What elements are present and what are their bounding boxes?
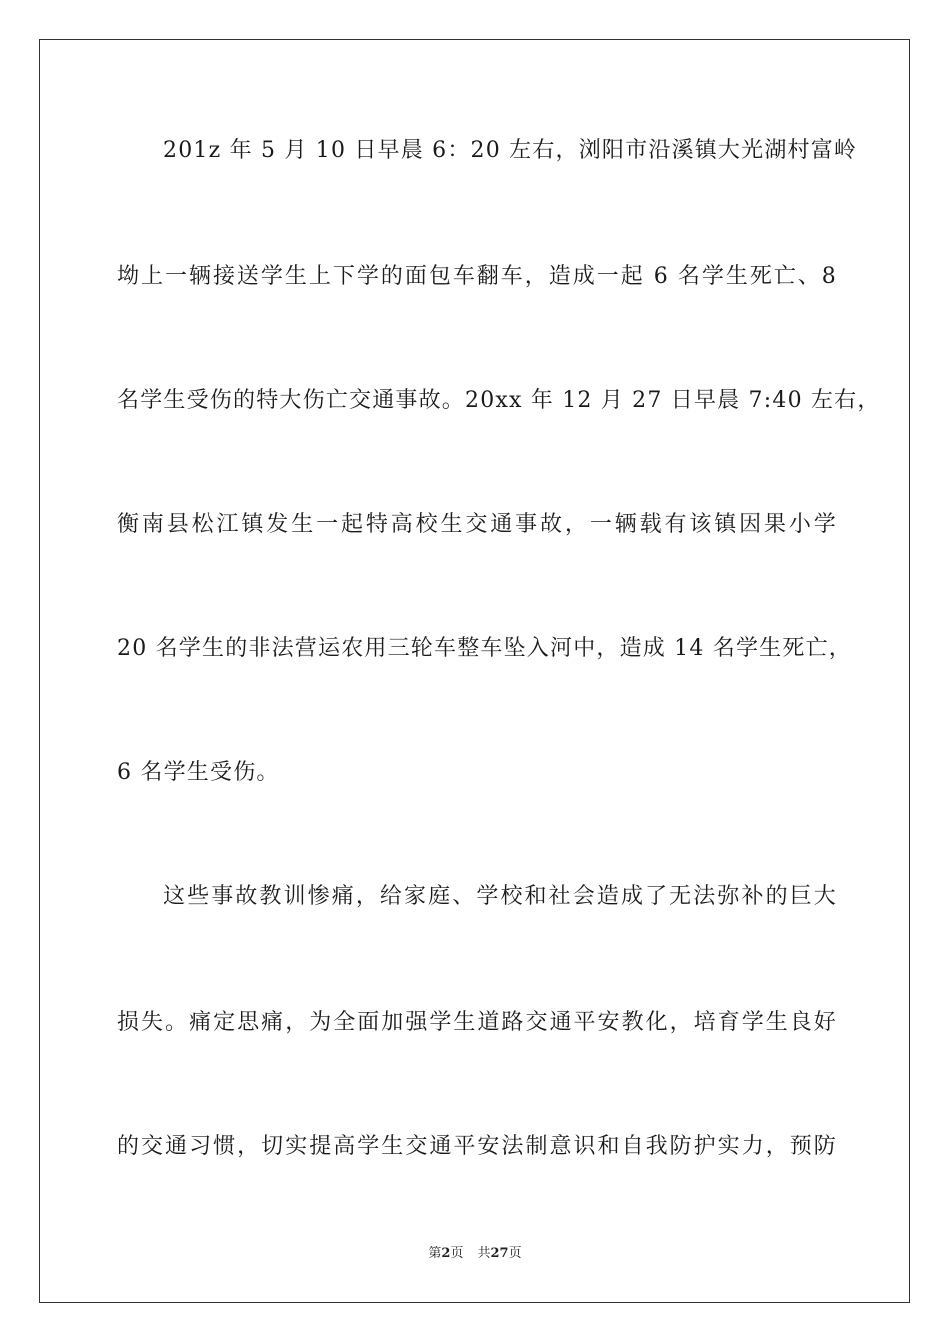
paragraph-1-line-6: 6 名学生受伤。 <box>117 760 280 785</box>
page-border <box>39 39 910 1303</box>
page-suffix: 页 <box>450 1246 464 1261</box>
total-pages: 27 <box>490 1246 509 1261</box>
paragraph-2-line-3: 的交通习惯，切实提高学生交通平安法制意识和自我防护实力，预防 <box>117 1134 837 1159</box>
paragraph-1-line-1: 201z 年 5 月 10 日早晨 6：20 左右，浏阳市沿溪镇大光湖村富岭 <box>163 138 858 163</box>
total-prefix: 共 <box>477 1246 491 1261</box>
paragraph-2-line-1: 这些事故教训惨痛，给家庭、学校和社会造成了无法弥补的巨大 <box>163 884 837 909</box>
page-footer <box>0 1245 950 1263</box>
paragraph-1-line-4: 衡南县松江镇发生一起特高校生交通事故，一辆载有该镇因果小学 <box>117 512 837 537</box>
paragraph-1-line-3: 名学生受伤的特大伤亡交通事故。20xx 年 12 月 27 日早晨 7:40 左右， <box>117 388 881 413</box>
page-number: 2 <box>441 1246 451 1261</box>
total-suffix: 页 <box>508 1246 522 1261</box>
paragraph-1-line-5: 20 名学生的非法营运农用三轮车整车坠入河中，造成 14 名学生死亡， <box>117 636 852 661</box>
paragraph-1-line-2: 坳上一辆接送学生上下学的面包车翻车，造成一起 6 名学生死亡、8 <box>117 264 837 289</box>
page-prefix: 第 <box>428 1246 442 1261</box>
paragraph-2-line-2: 损失。痛定思痛，为全面加强学生道路交通平安教化，培育学生良好 <box>117 1010 837 1035</box>
